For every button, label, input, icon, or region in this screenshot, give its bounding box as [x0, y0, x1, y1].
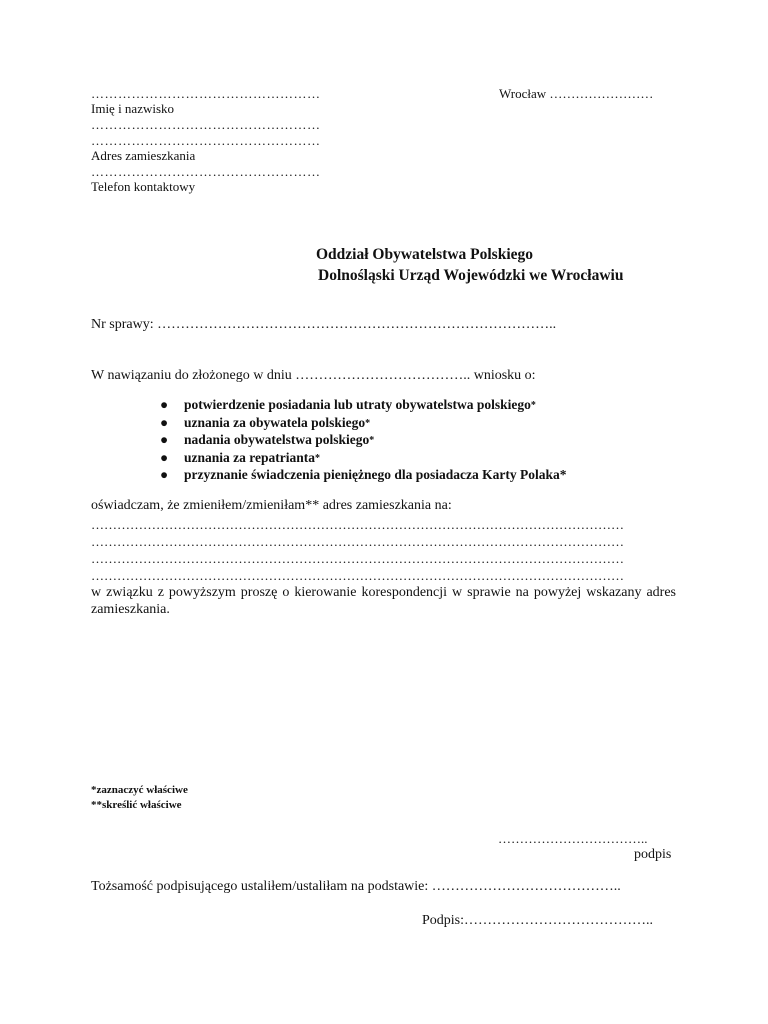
option-text: nadania obywatelstwa polskiego: [184, 432, 370, 448]
intro-text: W nawiązaniu do złożonego w dniu ……………………………….. wniosku o:: [91, 368, 536, 383]
option-text: uznania za repatrianta: [184, 449, 315, 465]
option-mark: *: [315, 452, 320, 464]
option-mark: *: [559, 467, 567, 483]
case-number: Nr sprawy: …………………………………………………………………………..: [91, 317, 557, 332]
place-date: Wrocław ……………………: [499, 86, 654, 101]
recipient-line-2: Dolnośląski Urząd Wojewódzki we Wrocławiu: [318, 267, 624, 284]
address-line-3: ……………………………………………………………………………………………………………: [91, 551, 624, 566]
address-dots-1: ……………………………………………: [91, 117, 321, 132]
name-dots: ……………………………………………: [91, 86, 321, 101]
address-dots-2: ……………………………………………: [91, 133, 321, 148]
bullet-icon: ●: [160, 467, 169, 483]
bullet-icon: ●: [160, 449, 169, 465]
address-line-1: ……………………………………………………………………………………………………………: [91, 517, 624, 532]
bullet-icon: ●: [160, 397, 169, 412]
option-mark: *: [530, 400, 536, 411]
recipient-line-1: Oddział Obywatelstwa Polskiego: [316, 246, 534, 263]
list-item: [160, 431, 567, 449]
phone-dots: ……………………………………………: [91, 164, 321, 179]
footnote-1: *zaznaczyć właściwe: [91, 784, 188, 796]
option-text: uznania za obywatela polskiego: [184, 414, 366, 430]
option-text: potwierdzenie posiadania lub utraty obywatelstwa polskiego: [184, 397, 531, 412]
option-mark: *: [365, 417, 371, 429]
signature-label: podpis: [634, 847, 672, 862]
list-item: [160, 414, 567, 432]
application-options-list: [160, 396, 567, 484]
declaration-text: oświadczam, że zmieniłem/zmieniłam** adres zamieszkania na:: [91, 498, 452, 513]
official-signature: Podpis:…………………………………..: [422, 913, 654, 928]
signature-dots: ……………………………..: [498, 831, 648, 846]
option-mark: *: [369, 435, 375, 447]
footnote-2: **skreślić właściwe: [91, 799, 182, 811]
list-item: [160, 449, 567, 467]
option-text: przyznanie świadczenia pieniężnego dla posiadacza Karty Polaka: [184, 467, 560, 483]
address-line-2: ……………………………………………………………………………………………………………: [91, 534, 624, 549]
address-label: Adres zamieszkania: [91, 148, 196, 163]
request-paragraph: w związku z powyższym proszę o kierowanie korespondencji w sprawie na powyżej wskazany adres zamieszkania.: [91, 585, 676, 617]
name-label: Imię i nazwisko: [91, 101, 175, 116]
phone-label: Telefon kontaktowy: [91, 179, 196, 194]
address-line-4: ……………………………………………………………………………………………………………: [91, 568, 624, 583]
bullet-icon: ●: [160, 432, 169, 448]
bullet-icon: ●: [160, 414, 169, 430]
identity-text: Tożsamość podpisującego ustaliłem/ustaliłam na podstawie: …………………………………..: [91, 879, 621, 894]
list-item: [160, 466, 567, 484]
list-item: [160, 396, 567, 414]
